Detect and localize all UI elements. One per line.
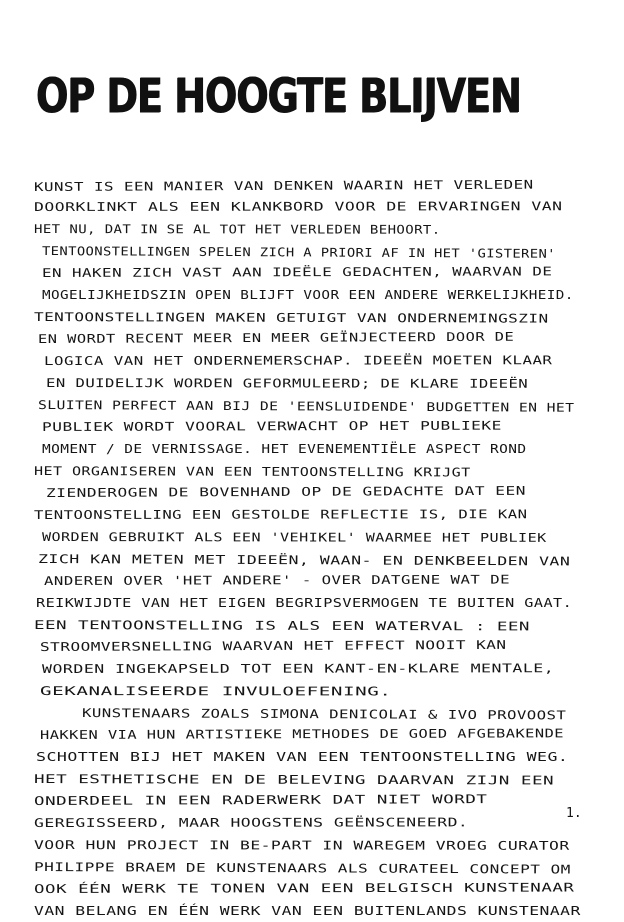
text-line: ZICH KAN METEN MET IDEEËN, WAAN- EN DENKBEELDEN VAN (37, 552, 571, 569)
text-line: TENTOONSTELLING EEN GESTOLDE REFLECTIE IS, DIE KAN (33, 507, 528, 522)
text-line: KUNST IS EEN MANIER VAN DENKEN WAARIN HET VERLEDEN (33, 177, 534, 194)
text-line: HET ORGANISEREN VAN EEN TENTOONSTELLING KRIJGT (33, 464, 471, 480)
text-line: HET NU, DAT IN SE AL TOT HET VERLEDEN BEHOORT. (33, 222, 441, 237)
text-line: KUNSTENAARS ZOALS SIMONA DENICOLAI & IVO PROVOOST (81, 706, 567, 723)
text-line: ANDEREN OVER 'HET ANDERE' - OVER DATGENE WAT DE (43, 572, 511, 588)
page-title: OP DE HOOGTE BLIJVEN (36, 68, 521, 123)
text-line: TENTOONSTELLINGEN SPELEN ZICH A PRIORI AF IN HET 'GISTEREN' (41, 244, 556, 261)
text-line: MOGELIJKHEIDSZIN OPEN BLIJFT VOOR EEN ANDERE WERKELIJKHEID. (42, 288, 574, 302)
text-line: GEKANALISEERDE INVULOEFENING. (39, 684, 392, 699)
text-line: EN HAKEN ZICH VAST AAN IDEËLE GEDACHTEN, WAARVAN DE (41, 264, 553, 280)
text-line: EN WORDT RECENT MEER EN MEER GEÏNJECTEERD DOOR DE (37, 329, 515, 346)
text-line: HAKKEN VIA HUN ARTISTIEKE METHODES DE GOED AFGEBAKENDE (39, 726, 565, 742)
text-line: ZIENDEROGEN DE BOVENHAND OP DE GEDACHTE DAT EEN (45, 483, 526, 500)
text-line: LOGICA VAN HET ONDERNEMERSCHAP. IDEEËN MOETEN KLAAR (43, 353, 553, 368)
text-line: TENTOONSTELLINGEN MAKEN GETUIGT VAN ONDERNEMINGSZIN (33, 310, 549, 326)
text-line: WORDEN INGEKAPSELD TOT EEN KANT-EN-KLARE MENTALE, (41, 661, 555, 676)
text-line: STROOMVERSNELLING WAARVAN HET EFFECT NOOIT KAN (39, 637, 507, 654)
text-line: HET ESTHETISCHE EN DE BELEVING DAARVAN ZIJN EEN (33, 772, 555, 788)
text-line: REIKWIJDTE VAN HET EIGEN BEGRIPSVERMOGEN TE BUITEN GAAT. (36, 596, 573, 610)
text-line: MOMENT / DE VERNISSAGE. HET EVENEMENTIËLE ASPECT ROND (42, 442, 527, 456)
text-line: WORDEN GEBRUIKT ALS EEN 'VEHIKEL' WAARMEE HET PUBLIEK (41, 530, 547, 545)
text-line: EN DUIDELIJK WORDEN GEFORMULEERD; DE KLARE IDEEËN (45, 376, 529, 391)
text-line: PUBLIEK WORDT VOORAL VERWACHT OP HET PUBLIEKE (41, 418, 502, 434)
text-line: SLUITEN PERFECT AAN BIJ DE 'EENSLUIDENDE' BUDGETTEN EN HET (37, 398, 575, 415)
text-line: GEREGISSEERD, MAAR HOOGSTENS GEËNSCENEERD. (33, 815, 469, 830)
text-line: ONDERDEEL IN EEN RADERWERK DAT NIET WORDT (33, 792, 488, 808)
text-line: PHILIPPE BRAEM DE KUNSTENAARS ALS CURATEEL CONCEPT OM (33, 860, 571, 877)
text-line: EEN TENTOONSTELLING IS ALS EEN WATERVAL : EEN (33, 618, 530, 634)
text-line: SCHOTTEN BIJ HET MAKEN VAN EEN TENTOONSTELLING WEG. (36, 750, 569, 764)
text-line: VAN BELANG EN ÉÉN WERK VAN EEN BUITENLANDS KUNSTENAAR (34, 904, 581, 918)
text-line: OOK ÉÉN WERK TE TONEN VAN EEN BELGISCH KUNSTENAAR (33, 880, 575, 896)
text-line: DOORKLINKT ALS EEN KLANKBORD VOOR DE ERVARINGEN VAN (33, 199, 563, 214)
text-line: VOOR HUN PROJECT IN BE-PART IN WAREGEM VROEG CURATOR (33, 838, 570, 853)
page-number: 1. (566, 806, 582, 821)
